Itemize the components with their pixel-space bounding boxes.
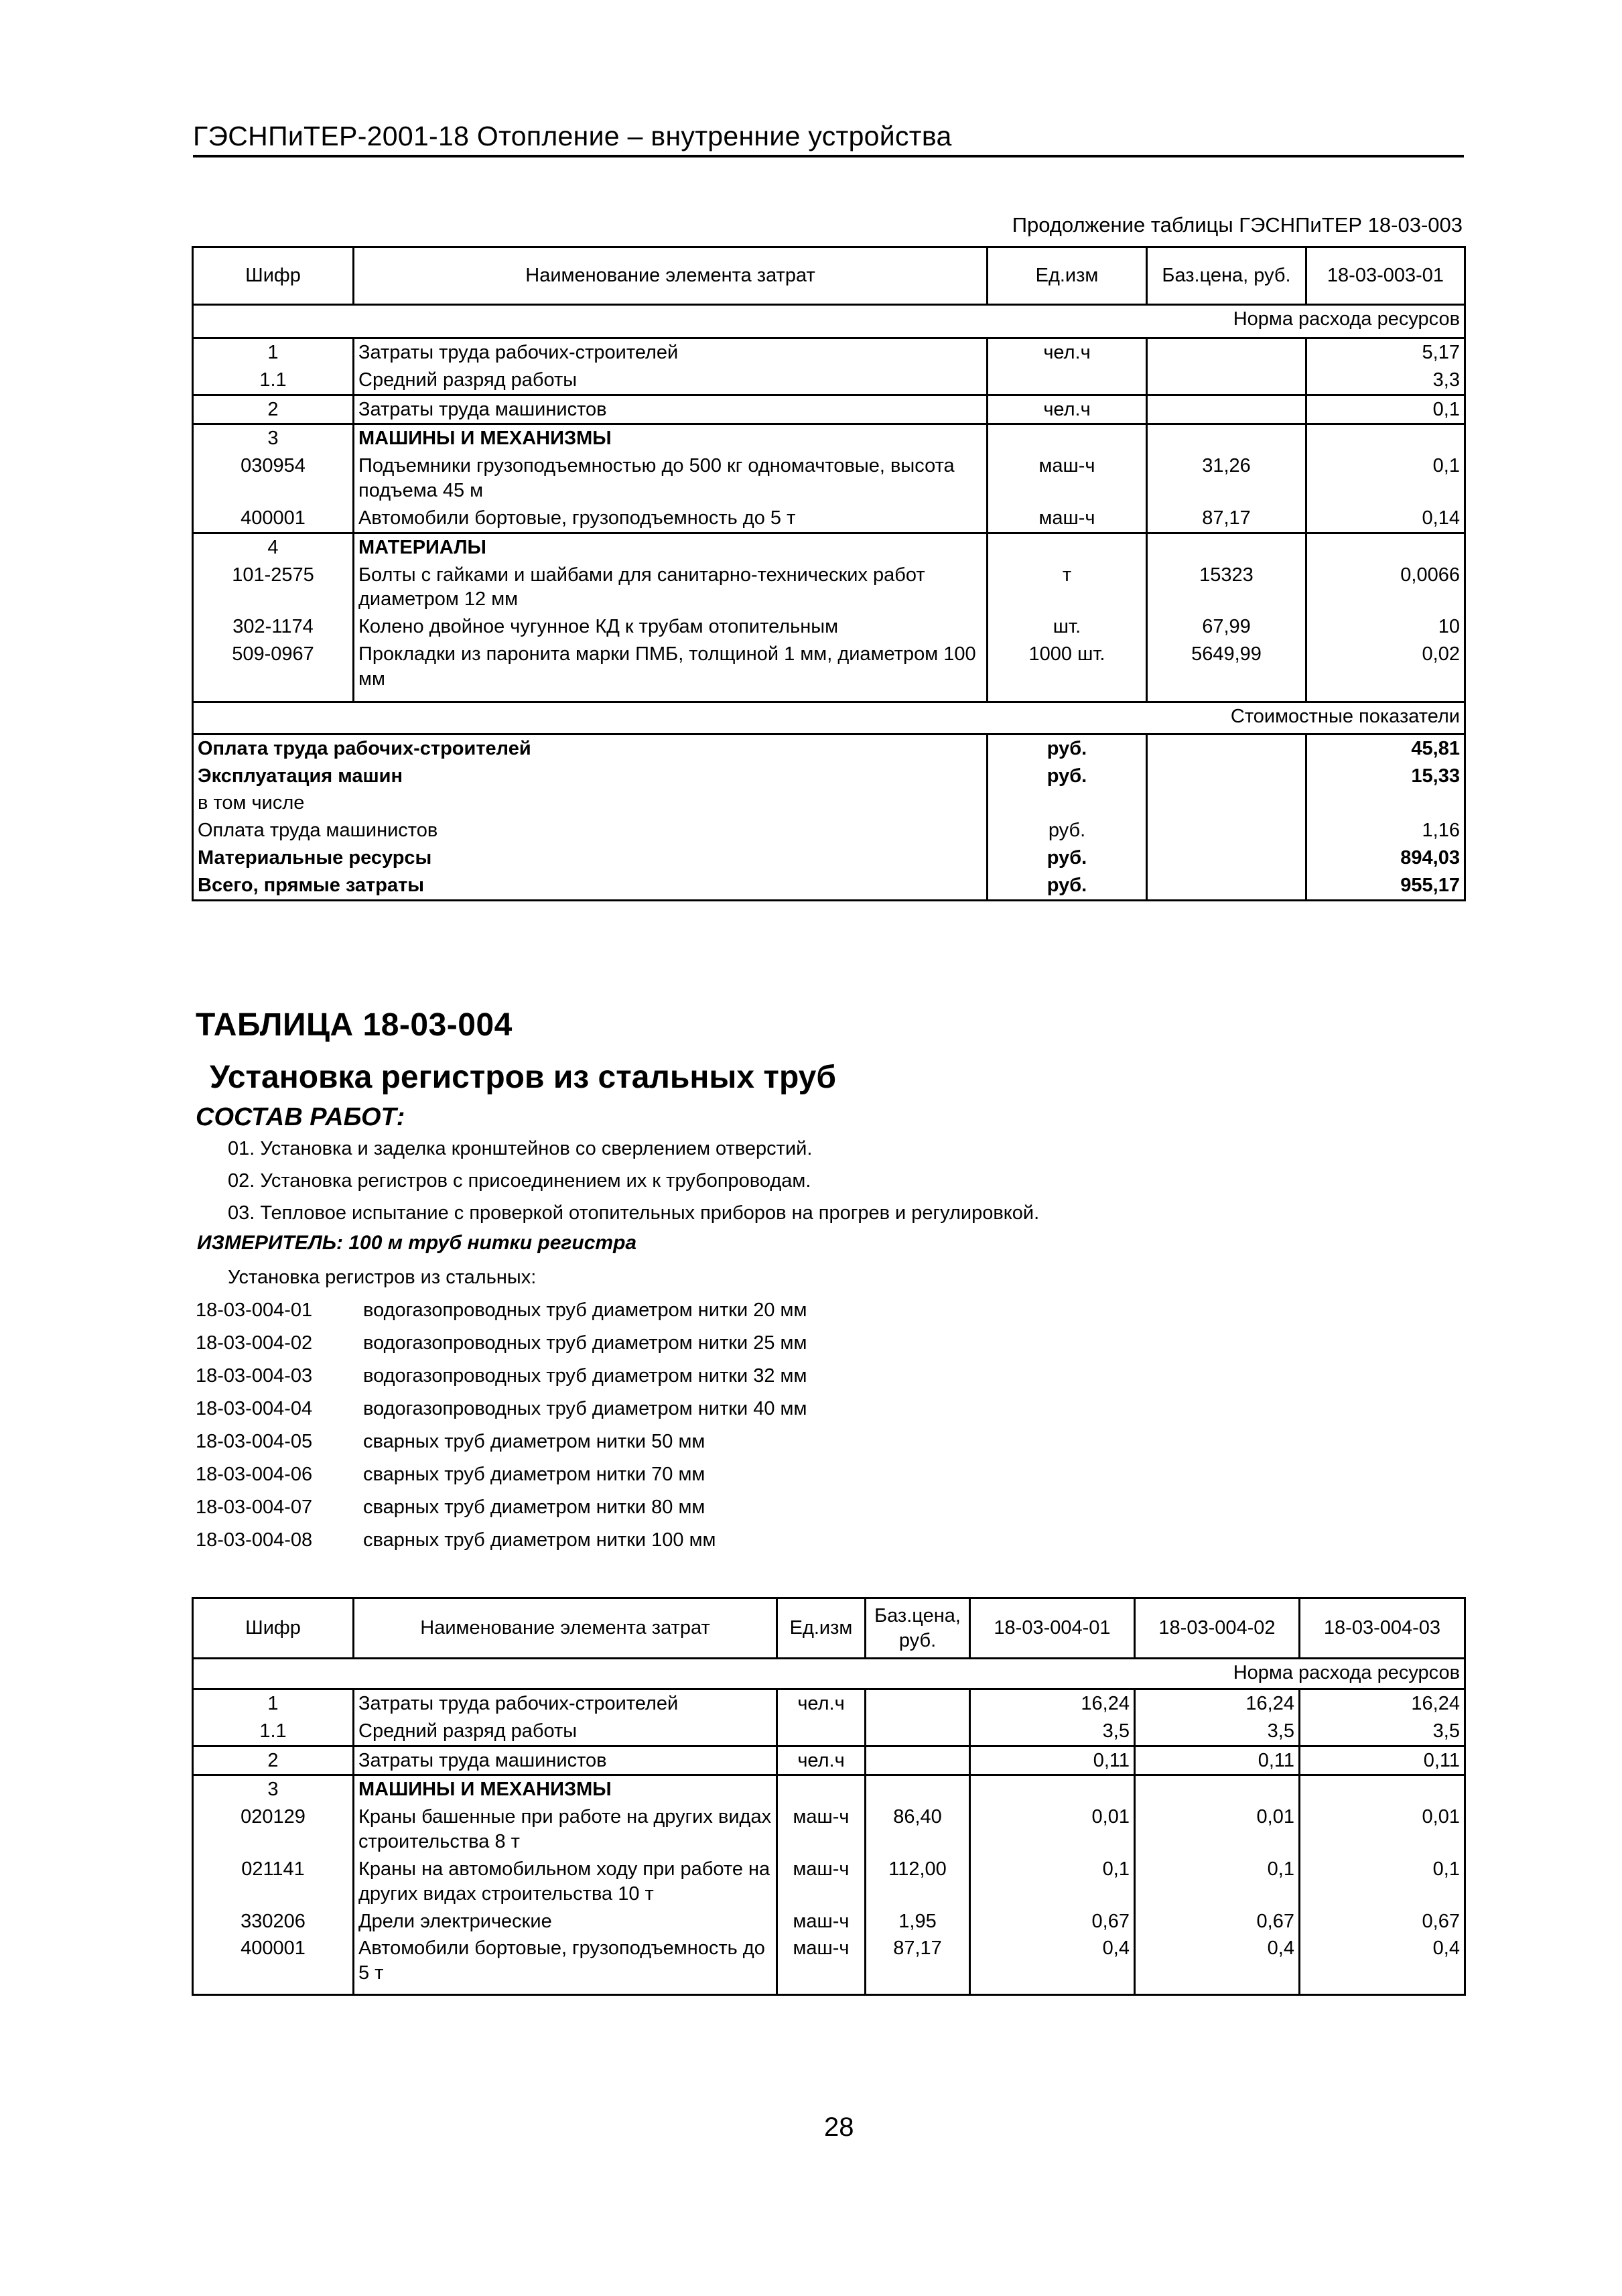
table-row: [193, 613, 1465, 641]
cost-value: 15,33: [1306, 763, 1465, 790]
code-desc: водогазопроводных труб диаметром нитки 20 мм: [363, 1299, 807, 1321]
table-row: [193, 1746, 1465, 1775]
code-list-item: [196, 1496, 705, 1519]
row-value-01: [970, 1775, 1135, 1803]
row-value-02: 0,1: [1135, 1856, 1300, 1908]
code-list-item: [196, 1398, 807, 1420]
cost-price-empty: [1147, 844, 1306, 872]
row-code: 1: [193, 338, 354, 367]
row-name: МАШИНЫ И МЕХАНИЗМЫ: [354, 424, 988, 452]
row-name: Подъемники грузоподъемностью до 500 кг одномачтовые, высота подъема 45 м: [354, 452, 988, 505]
code-id: 18-03-004-04: [196, 1398, 313, 1419]
row-price: [866, 1775, 970, 1803]
table-title: ТАБЛИЦА 18-03-004: [196, 1007, 513, 1043]
table-header-row: [193, 1598, 1465, 1659]
table-row: [193, 1908, 1465, 1935]
codes-intro: Установка регистров из стальных:: [228, 1267, 537, 1288]
cost-label-row: [193, 702, 1465, 734]
col-header-unit: Ед.изм: [988, 247, 1147, 305]
row-value-01: 0,11: [970, 1746, 1135, 1775]
cost-row: [193, 734, 1465, 762]
col-header-name: Наименование элемента затрат: [354, 247, 988, 305]
row-price: 87,17: [1147, 505, 1306, 533]
cost-value: 45,81: [1306, 734, 1465, 762]
row-value-02: 3,5: [1135, 1718, 1300, 1746]
table-row: [193, 367, 1465, 395]
row-value-03: 0,67: [1300, 1908, 1465, 1935]
row-value-03: 0,4: [1300, 1935, 1465, 1994]
row-code: 509-0967: [193, 641, 354, 702]
code-list-item: [196, 1431, 705, 1453]
table1-caption: Продолжение таблицы ГЭСНПиТЕР 18-03-003: [1012, 213, 1463, 237]
row-code: 1: [193, 1689, 354, 1718]
cost-value: [1306, 789, 1465, 817]
code-id: 18-03-004-07: [196, 1496, 313, 1518]
cost-value: 1,16: [1306, 817, 1465, 844]
row-code: 3: [193, 1775, 354, 1803]
cost-unit: руб.: [988, 844, 1147, 872]
row-code: 1.1: [193, 367, 354, 395]
table-row: [193, 641, 1465, 702]
row-value: 10: [1306, 613, 1465, 641]
code-list-item: [196, 1299, 807, 1322]
cost-name: Оплата труда рабочих-строителей: [193, 734, 988, 762]
code-id: 18-03-004-08: [196, 1529, 313, 1551]
code-desc: водогазопроводных труб диаметром нитки 25 мм: [363, 1332, 807, 1354]
col-header-norm-01: 18-03-003-01: [1306, 247, 1465, 305]
cost-unit: [988, 789, 1147, 817]
row-price: [1147, 367, 1306, 395]
row-unit: [988, 533, 1147, 561]
row-value: 5,17: [1306, 338, 1465, 367]
resource-table-18-03-004: [192, 1597, 1466, 1996]
row-code: 330206: [193, 1908, 354, 1935]
row-price: 31,26: [1147, 452, 1306, 505]
row-value-03: 16,24: [1300, 1689, 1465, 1718]
row-price: 112,00: [866, 1856, 970, 1908]
col-header-norm-02: 18-03-004-02: [1135, 1598, 1300, 1659]
row-code: 2: [193, 395, 354, 424]
row-code: 302-1174: [193, 613, 354, 641]
row-value-01: 0,4: [970, 1935, 1135, 1994]
row-code: 400001: [193, 1935, 354, 1994]
col-header-norm-03: 18-03-004-03: [1300, 1598, 1465, 1659]
table-row: [193, 338, 1465, 367]
cost-row: [193, 817, 1465, 844]
row-value: 0,1: [1306, 395, 1465, 424]
row-name: Затраты труда машинистов: [354, 1746, 777, 1775]
cost-name: Всего, прямые затраты: [193, 872, 988, 900]
row-unit: чел.ч: [988, 395, 1147, 424]
cost-value: 894,03: [1306, 844, 1465, 872]
norm-label-row: [193, 305, 1465, 338]
row-price: [866, 1718, 970, 1746]
row-price: [1147, 424, 1306, 452]
table-row: [193, 1718, 1465, 1746]
row-value: 0,14: [1306, 505, 1465, 533]
row-value-01: 3,5: [970, 1718, 1135, 1746]
table-row: [193, 395, 1465, 424]
row-value-02: [1135, 1775, 1300, 1803]
operation-item: 03. Тепловое испытание с проверкой отопительных приборов на прогрев и регулировкой.: [228, 1202, 1040, 1224]
operation-item: 02. Установка регистров с присоединением их к трубопроводам.: [228, 1170, 811, 1192]
norm-label: Норма расхода ресурсов: [193, 1659, 1465, 1689]
row-value-03: 3,5: [1300, 1718, 1465, 1746]
code-desc: сварных труб диаметром нитки 80 мм: [363, 1496, 705, 1518]
cost-name: в том числе: [193, 789, 988, 817]
row-code: 101-2575: [193, 562, 354, 614]
row-name: Затраты труда машинистов: [354, 395, 988, 424]
row-value-03: 0,1: [1300, 1856, 1465, 1908]
row-name: МАТЕРИАЛЫ: [354, 533, 988, 561]
page-number: 28: [824, 2112, 854, 2142]
cost-name: Материальные ресурсы: [193, 844, 988, 872]
norm-label: Норма расхода ресурсов: [193, 305, 1465, 338]
cost-name: Оплата труда машинистов: [193, 817, 988, 844]
row-value-02: 0,67: [1135, 1908, 1300, 1935]
row-unit: 1000 шт.: [988, 641, 1147, 702]
table-row: [193, 1935, 1465, 1994]
code-list-item: [196, 1365, 807, 1387]
row-price: 87,17: [866, 1935, 970, 1994]
row-value-01: 0,67: [970, 1908, 1135, 1935]
row-value-02: 0,4: [1135, 1935, 1300, 1994]
row-name: Колено двойное чугунное КД к трубам отопительным: [354, 613, 988, 641]
row-value: [1306, 424, 1465, 452]
norm-label-row: [193, 1659, 1465, 1689]
row-value-03: 0,11: [1300, 1746, 1465, 1775]
row-code: 020129: [193, 1803, 354, 1856]
cost-row: [193, 789, 1465, 817]
col-header-code: Шифр: [193, 1598, 354, 1659]
row-unit: [777, 1775, 866, 1803]
row-name: Автомобили бортовые, грузоподъемность до 5 т: [354, 1935, 777, 1994]
code-desc: сварных труб диаметром нитки 50 мм: [363, 1431, 705, 1452]
row-price: [866, 1689, 970, 1718]
row-unit: маш-ч: [988, 505, 1147, 533]
cost-row: [193, 763, 1465, 790]
row-value-01: 16,24: [970, 1689, 1135, 1718]
row-price: 15323: [1147, 562, 1306, 614]
row-name: Болты с гайками и шайбами для санитарно-технических работ диаметром 12 мм: [354, 562, 988, 614]
row-name: Краны на автомобильном ходу при работе на других видах строительства 10 т: [354, 1856, 777, 1908]
row-unit: [777, 1718, 866, 1746]
cost-price-empty: [1147, 734, 1306, 762]
code-desc: водогазопроводных труб диаметром нитки 32 мм: [363, 1365, 807, 1387]
cost-unit: руб.: [988, 817, 1147, 844]
cost-price-empty: [1147, 789, 1306, 817]
page-header-title: ГЭСНПиТЕР-2001-18 Отопление – внутренние устройства: [193, 121, 952, 151]
row-name: Затраты труда рабочих-строителей: [354, 1689, 777, 1718]
measurement-unit: ИЗМЕРИТЕЛЬ: 100 м труб нитки регистра: [197, 1232, 637, 1254]
cost-unit: руб.: [988, 763, 1147, 790]
row-unit: маш-ч: [988, 452, 1147, 505]
code-id: 18-03-004-03: [196, 1365, 313, 1387]
cost-row: [193, 844, 1465, 872]
row-name: Средний разряд работы: [354, 367, 988, 395]
row-code: 2: [193, 1746, 354, 1775]
row-price: [1147, 338, 1306, 367]
table-section-row: [193, 424, 1465, 452]
cost-unit: руб.: [988, 734, 1147, 762]
row-price: 67,99: [1147, 613, 1306, 641]
row-unit: шт.: [988, 613, 1147, 641]
cost-row: [193, 872, 1465, 900]
code-list-item: [196, 1529, 716, 1551]
row-code: 3: [193, 424, 354, 452]
col-header-unit: Ед.изм: [777, 1598, 866, 1659]
row-unit: т: [988, 562, 1147, 614]
row-value-03: [1300, 1775, 1465, 1803]
header-rule: [193, 155, 1464, 157]
code-id: 18-03-004-05: [196, 1431, 313, 1452]
operation-item: 01. Установка и заделка кронштейнов со сверлением отверстий.: [228, 1138, 813, 1159]
row-unit: [988, 367, 1147, 395]
row-price: [1147, 395, 1306, 424]
row-value: 3,3: [1306, 367, 1465, 395]
row-name: Краны башенные при работе на других видах строительства 8 т: [354, 1803, 777, 1856]
row-unit: чел.ч: [777, 1689, 866, 1718]
row-name: Автомобили бортовые, грузоподъемность до 5 т: [354, 505, 988, 533]
row-name: Средний разряд работы: [354, 1718, 777, 1746]
row-value: 0,0066: [1306, 562, 1465, 614]
row-code: 1.1: [193, 1718, 354, 1746]
code-list-item: [196, 1332, 807, 1354]
cost-name: Эксплуатация машин: [193, 763, 988, 790]
code-desc: водогазопроводных труб диаметром нитки 40 мм: [363, 1398, 807, 1419]
cost-price-empty: [1147, 763, 1306, 790]
row-value-03: 0,01: [1300, 1803, 1465, 1856]
col-header-price: Баз.цена, руб.: [866, 1598, 970, 1659]
table-section-row: [193, 1775, 1465, 1803]
table-section-row: [193, 533, 1465, 561]
code-id: 18-03-004-01: [196, 1299, 313, 1321]
row-price: [866, 1746, 970, 1775]
table-row: [193, 452, 1465, 505]
row-name: Дрели электрические: [354, 1908, 777, 1935]
code-list-item: [196, 1464, 705, 1486]
table-header-row: [193, 247, 1465, 305]
col-header-price: Баз.цена, руб.: [1147, 247, 1306, 305]
code-desc: сварных труб диаметром нитки 100 мм: [363, 1529, 716, 1551]
table-subtitle: Установка регистров из стальных труб: [210, 1060, 836, 1095]
row-unit: маш-ч: [777, 1856, 866, 1908]
row-unit: чел.ч: [777, 1746, 866, 1775]
sostav-label: СОСТАВ РАБОТ:: [196, 1103, 405, 1131]
code-id: 18-03-004-06: [196, 1464, 313, 1485]
row-value-01: 0,1: [970, 1856, 1135, 1908]
resource-table-18-03-003: [192, 246, 1466, 901]
row-code: 030954: [193, 452, 354, 505]
row-unit: маш-ч: [777, 1908, 866, 1935]
cost-value: 955,17: [1306, 872, 1465, 900]
row-value-01: 0,01: [970, 1803, 1135, 1856]
table-row: [193, 1856, 1465, 1908]
row-code: 021141: [193, 1856, 354, 1908]
row-value: [1306, 533, 1465, 561]
cost-price-empty: [1147, 872, 1306, 900]
col-header-name: Наименование элемента затрат: [354, 1598, 777, 1659]
row-name: МАШИНЫ И МЕХАНИЗМЫ: [354, 1775, 777, 1803]
row-price: 86,40: [866, 1803, 970, 1856]
code-id: 18-03-004-02: [196, 1332, 313, 1354]
row-name: Прокладки из паронита марки ПМБ, толщиной 1 мм, диаметром 100 мм: [354, 641, 988, 702]
cost-label: Стоимостные показатели: [193, 702, 1465, 734]
row-value: 0,1: [1306, 452, 1465, 505]
table-row: [193, 562, 1465, 614]
row-code: 400001: [193, 505, 354, 533]
row-unit: [988, 424, 1147, 452]
cost-unit: руб.: [988, 872, 1147, 900]
row-value-02: 0,11: [1135, 1746, 1300, 1775]
table-row: [193, 1803, 1465, 1856]
table-row: [193, 1689, 1465, 1718]
row-price: [1147, 533, 1306, 561]
row-value-02: 0,01: [1135, 1803, 1300, 1856]
col-header-code: Шифр: [193, 247, 354, 305]
row-code: 4: [193, 533, 354, 561]
row-unit: чел.ч: [988, 338, 1147, 367]
row-price: 1,95: [866, 1908, 970, 1935]
row-value-02: 16,24: [1135, 1689, 1300, 1718]
row-price: 5649,99: [1147, 641, 1306, 702]
cost-price-empty: [1147, 817, 1306, 844]
col-header-norm-01: 18-03-004-01: [970, 1598, 1135, 1659]
row-unit: маш-ч: [777, 1803, 866, 1856]
table-row: [193, 505, 1465, 533]
code-desc: сварных труб диаметром нитки 70 мм: [363, 1464, 705, 1485]
row-unit: маш-ч: [777, 1935, 866, 1994]
row-value: 0,02: [1306, 641, 1465, 702]
row-name: Затраты труда рабочих-строителей: [354, 338, 988, 367]
